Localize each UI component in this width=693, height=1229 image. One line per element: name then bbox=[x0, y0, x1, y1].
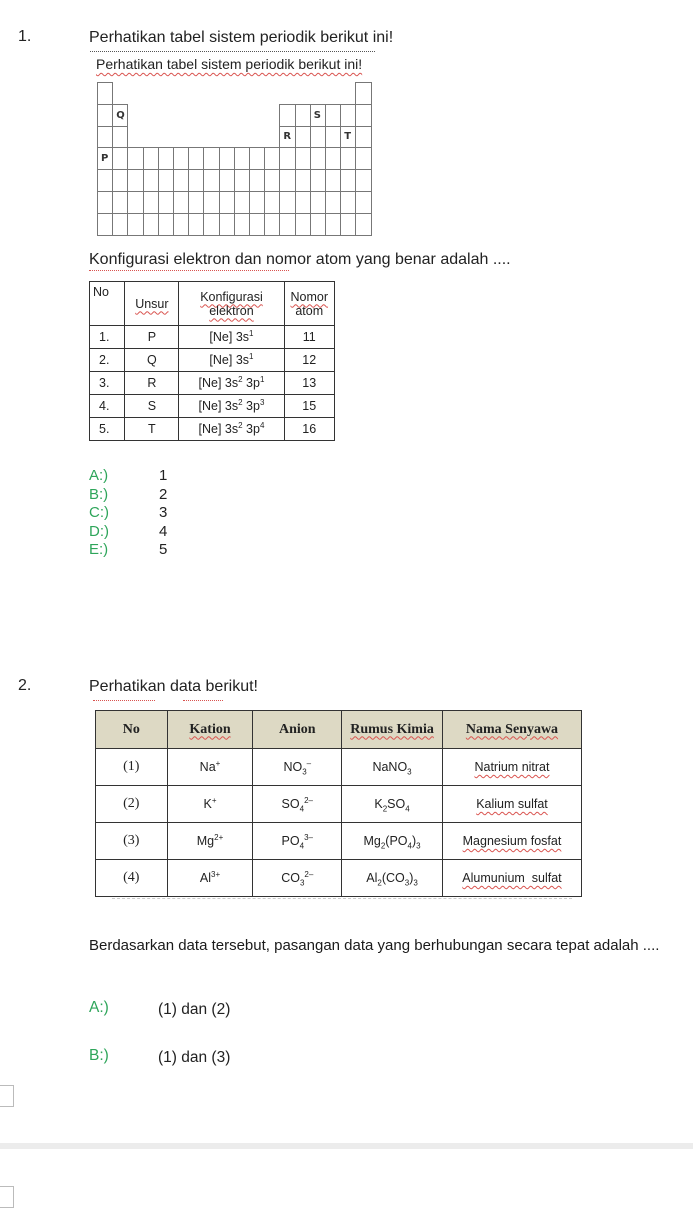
option-label: A:) bbox=[89, 467, 109, 484]
periodic-cell bbox=[112, 147, 128, 170]
col-header-unsur: Unsur bbox=[125, 282, 179, 326]
periodic-cell-S: S bbox=[310, 104, 326, 127]
cell-no: 4. bbox=[90, 395, 125, 418]
answer-box[interactable] bbox=[0, 1085, 14, 1107]
col-header-no: No bbox=[90, 282, 125, 326]
periodic-cell bbox=[310, 126, 326, 149]
periodic-cell bbox=[173, 147, 189, 170]
cell-no: 2. bbox=[90, 349, 125, 372]
periodic-cell bbox=[325, 104, 341, 127]
table-row bbox=[90, 349, 335, 372]
periodic-cell bbox=[143, 169, 159, 192]
periodic-cell bbox=[97, 82, 113, 105]
periodic-cell bbox=[127, 169, 143, 192]
periodic-cell bbox=[97, 191, 113, 214]
periodic-cell bbox=[310, 191, 326, 214]
option-label: B:) bbox=[89, 485, 109, 503]
periodic-cell-R: R bbox=[279, 126, 295, 149]
periodic-cell bbox=[355, 82, 371, 105]
periodic-cell bbox=[264, 147, 280, 170]
spellcheck-underline bbox=[183, 700, 223, 701]
periodic-cell bbox=[234, 191, 250, 214]
periodic-cell bbox=[219, 147, 235, 170]
periodic-cell bbox=[234, 147, 250, 170]
periodic-cell bbox=[340, 191, 356, 214]
periodic-cell bbox=[173, 213, 189, 236]
cell-no: (1) bbox=[96, 749, 168, 786]
periodic-cell bbox=[249, 213, 265, 236]
periodic-cell bbox=[158, 213, 174, 236]
periodic-cell bbox=[310, 213, 326, 236]
cell-no: (4) bbox=[96, 860, 168, 897]
option-label: A:) bbox=[89, 999, 109, 1016]
periodic-cell bbox=[234, 169, 250, 192]
question-divider bbox=[0, 1143, 693, 1149]
table-row bbox=[96, 860, 582, 897]
periodic-cell bbox=[279, 104, 295, 127]
periodic-cell bbox=[310, 169, 326, 192]
periodic-cell bbox=[355, 126, 371, 149]
periodic-cell bbox=[112, 213, 128, 236]
cell-kation: K+ bbox=[167, 786, 253, 823]
periodic-cell bbox=[325, 191, 341, 214]
spellcheck-underline bbox=[93, 700, 155, 701]
periodic-cell bbox=[158, 147, 174, 170]
col-header-kation: Kation bbox=[167, 711, 253, 749]
periodic-cell bbox=[158, 169, 174, 192]
cell-nomor: 12 bbox=[284, 349, 334, 372]
cell-anion: $PO_4^{3-}$ bbox=[253, 823, 342, 860]
option-a[interactable] bbox=[89, 999, 231, 1018]
periodic-cell-T: T bbox=[340, 126, 356, 149]
cell-konfigurasi: [Ne] $3s^2$ $3p^3$ bbox=[179, 395, 284, 418]
col-header-anion: Anion bbox=[253, 711, 342, 749]
periodic-cell bbox=[188, 213, 204, 236]
periodic-cell bbox=[97, 126, 113, 149]
periodic-cell bbox=[143, 147, 159, 170]
option-value: (1) dan (3) bbox=[158, 1049, 231, 1066]
periodic-cell bbox=[97, 169, 113, 192]
periodic-cell bbox=[325, 126, 341, 149]
cell-kation: $Al^{3+}$ bbox=[167, 860, 253, 897]
periodic-cell bbox=[143, 213, 159, 236]
option-d[interactable] bbox=[89, 522, 168, 541]
cell-no: 1. bbox=[90, 326, 125, 349]
option-value: 2 bbox=[159, 485, 168, 503]
cell-nomor: 11 bbox=[284, 326, 334, 349]
periodic-cell bbox=[295, 147, 311, 170]
periodic-cell bbox=[279, 191, 295, 214]
cell-rumus: NaNO$_3$ bbox=[342, 749, 443, 786]
option-a[interactable] bbox=[89, 467, 168, 485]
periodic-cell bbox=[112, 169, 128, 192]
periodic-cell bbox=[143, 191, 159, 214]
cell-unsur: T bbox=[125, 418, 179, 441]
periodic-cell bbox=[295, 213, 311, 236]
option-value: 4 bbox=[159, 522, 168, 540]
cell-nama: Natrium nitrat bbox=[442, 749, 581, 786]
cell-nomor: 15 bbox=[284, 395, 334, 418]
option-label: B:) bbox=[89, 1047, 109, 1064]
periodic-cell bbox=[355, 191, 371, 214]
answer-box[interactable] bbox=[0, 1186, 14, 1208]
option-value: (1) dan (2) bbox=[158, 1001, 231, 1018]
cell-nama: Alumunium sulfat bbox=[442, 860, 581, 897]
cropped-text-remnant bbox=[112, 898, 572, 899]
periodic-cell bbox=[249, 147, 265, 170]
periodic-cell bbox=[158, 191, 174, 214]
periodic-cell bbox=[325, 169, 341, 192]
cell-no: 5. bbox=[90, 418, 125, 441]
spellcheck-underline bbox=[89, 270, 289, 271]
cell-nomor: 16 bbox=[284, 418, 334, 441]
periodic-cell bbox=[264, 191, 280, 214]
periodic-cell bbox=[264, 169, 280, 192]
periodic-cell bbox=[97, 213, 113, 236]
cell-konfigurasi: [Ne] $3s^2$ $3p^1$ bbox=[179, 372, 284, 395]
table-row bbox=[96, 823, 582, 860]
periodic-cell bbox=[325, 213, 341, 236]
table-row bbox=[90, 372, 335, 395]
periodic-cell bbox=[325, 147, 341, 170]
periodic-cell bbox=[127, 213, 143, 236]
question-1-prompt: Perhatikan tabel sistem periodik berikut ini! bbox=[89, 29, 394, 46]
option-value: 3 bbox=[159, 504, 168, 521]
cell-unsur: P bbox=[125, 326, 179, 349]
periodic-cell bbox=[279, 169, 295, 192]
periodic-cell bbox=[340, 147, 356, 170]
cell-rumus: $K_2SO_4$ bbox=[342, 786, 443, 823]
periodic-cell bbox=[295, 104, 311, 127]
cell-no: 3. bbox=[90, 372, 125, 395]
table-row bbox=[90, 395, 335, 418]
option-b[interactable] bbox=[89, 1047, 231, 1066]
cell-anion: $SO_4^{2-}$ bbox=[253, 786, 342, 823]
periodic-cell bbox=[219, 169, 235, 192]
col-header-rumus: Rumus Kimia bbox=[342, 711, 443, 749]
periodic-cell bbox=[279, 147, 295, 170]
table-row bbox=[90, 326, 335, 349]
table-row bbox=[96, 786, 582, 823]
periodic-cell bbox=[340, 104, 356, 127]
cell-no: (3) bbox=[96, 823, 168, 860]
col-header-no: No bbox=[96, 711, 168, 749]
periodic-cell bbox=[355, 169, 371, 192]
periodic-cell bbox=[295, 191, 311, 214]
periodic-cell bbox=[203, 191, 219, 214]
periodic-cell bbox=[340, 213, 356, 236]
cell-rumus: $Al_2(CO_3)_3$ bbox=[342, 860, 443, 897]
periodic-cell bbox=[219, 213, 235, 236]
periodic-cell bbox=[249, 191, 265, 214]
option-label: D:) bbox=[89, 522, 109, 540]
periodic-cell bbox=[97, 104, 113, 127]
cell-no: (2) bbox=[96, 786, 168, 823]
cell-nama: Magnesium fosfat bbox=[442, 823, 581, 860]
cell-kation: Na+ bbox=[167, 749, 253, 786]
periodic-cell bbox=[355, 147, 371, 170]
periodic-cell bbox=[203, 147, 219, 170]
periodic-cell bbox=[234, 213, 250, 236]
col-header-nama: Nama Senyawa bbox=[442, 711, 581, 749]
periodic-cell bbox=[203, 169, 219, 192]
option-b[interactable] bbox=[89, 485, 168, 504]
option-e[interactable] bbox=[89, 541, 168, 559]
cell-unsur: S bbox=[125, 395, 179, 418]
periodic-cell bbox=[112, 126, 128, 149]
periodic-cell bbox=[173, 169, 189, 192]
periodic-cell bbox=[127, 191, 143, 214]
periodic-cell bbox=[219, 191, 235, 214]
cell-konfigurasi: [Ne] $3s^1$ bbox=[179, 326, 284, 349]
periodic-cell bbox=[355, 104, 371, 127]
question-2-prompt: Perhatikan data berikut! bbox=[89, 678, 258, 695]
periodic-cell bbox=[355, 213, 371, 236]
periodic-cell bbox=[112, 191, 128, 214]
periodic-cell bbox=[188, 191, 204, 214]
cell-konfigurasi: [Ne] $3s^2$ $3p^4$ bbox=[179, 418, 284, 441]
cell-nama: Kalium sulfat bbox=[442, 786, 581, 823]
cell-konfigurasi: [Ne] $3s^1$ bbox=[179, 349, 284, 372]
periodic-cell bbox=[295, 169, 311, 192]
image-caption: Perhatikan tabel sistem periodik berikut ini! bbox=[96, 56, 363, 72]
cell-rumus: $Mg_2(PO_4)_3$ bbox=[342, 823, 443, 860]
dotted-separator bbox=[90, 51, 375, 52]
periodic-cell bbox=[295, 126, 311, 149]
col-header-nomor: Nomor atom bbox=[284, 282, 334, 326]
periodic-cell bbox=[279, 213, 295, 236]
cell-unsur: Q bbox=[125, 349, 179, 372]
question-1-number: 1. bbox=[18, 28, 32, 45]
periodic-cell bbox=[249, 169, 265, 192]
configuration-table bbox=[89, 281, 335, 441]
periodic-cell bbox=[264, 213, 280, 236]
question-2-paragraph: Berdasarkan data tersebut, pasangan data yang berhubungan secara tepat adalah .... bbox=[89, 937, 660, 954]
periodic-cell bbox=[188, 169, 204, 192]
periodic-cell bbox=[188, 147, 204, 170]
option-label: E:) bbox=[89, 541, 109, 558]
option-label: C:) bbox=[89, 504, 109, 521]
periodic-cell bbox=[203, 213, 219, 236]
periodic-cell-Q: Q bbox=[112, 104, 128, 127]
table-row bbox=[96, 749, 582, 786]
option-value: 1 bbox=[159, 467, 168, 484]
compound-table bbox=[95, 710, 582, 897]
cell-anion: $CO_3^{2-}$ bbox=[253, 860, 342, 897]
table-row bbox=[90, 418, 335, 441]
periodic-cell bbox=[340, 169, 356, 192]
periodic-cell bbox=[310, 147, 326, 170]
question-1-subprompt: Konfigurasi elektron dan nomor atom yang benar adalah .... bbox=[89, 251, 511, 268]
periodic-cell bbox=[127, 147, 143, 170]
periodic-cell-P: P bbox=[97, 147, 113, 170]
cell-anion: $NO_3^-$ bbox=[253, 749, 342, 786]
cell-unsur: R bbox=[125, 372, 179, 395]
option-c[interactable] bbox=[89, 504, 168, 522]
option-value: 5 bbox=[159, 541, 168, 558]
cell-kation: $Mg^{2+}$ bbox=[167, 823, 253, 860]
cell-nomor: 13 bbox=[284, 372, 334, 395]
periodic-table-image bbox=[97, 82, 372, 237]
col-header-konfigurasi: Konfigurasi elektron bbox=[179, 282, 284, 326]
periodic-cell bbox=[173, 191, 189, 214]
question-2-number: 2. bbox=[18, 677, 32, 694]
